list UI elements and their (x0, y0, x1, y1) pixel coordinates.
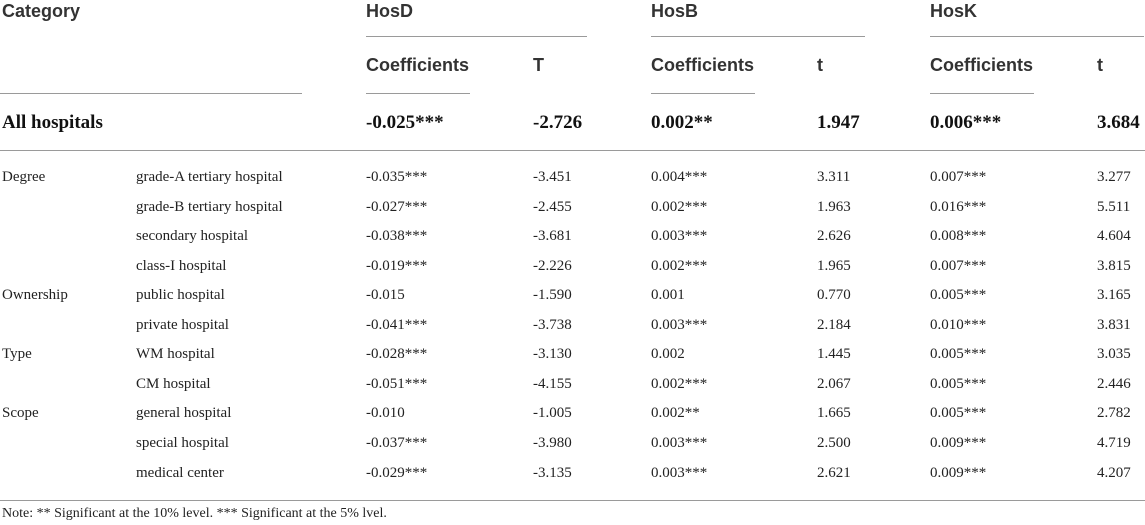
row-value-cell: 3.815 (1097, 258, 1131, 274)
row-value-cell: 2.500 (817, 435, 851, 451)
row-value-cell: 2.782 (1097, 405, 1131, 421)
group-rule-hosk (930, 36, 1144, 37)
all-hospitals-rule (0, 150, 1145, 151)
row-group-label: Type (2, 346, 32, 362)
row-value-cell: -3.451 (533, 169, 572, 185)
row-value-cell: 0.007*** (930, 169, 987, 185)
row-label: CM hospital (136, 376, 211, 392)
header-group-hosd: HosD (366, 1, 414, 21)
row-value-cell: 2.626 (817, 228, 851, 244)
row-value-cell: 0.004*** (651, 169, 708, 185)
row-value-cell: -0.038*** (366, 228, 428, 244)
row-value-cell: 0.005*** (930, 376, 987, 392)
row-value-cell: 0.002*** (651, 199, 708, 215)
header-rule-hosb-coef (651, 93, 755, 94)
row-label: private hospital (136, 317, 229, 333)
header-rule-hosd-coef (366, 93, 470, 94)
row-group-label: Ownership (2, 287, 68, 303)
row-value-cell: -3.738 (533, 317, 572, 333)
row-value-cell: 0.005*** (930, 405, 987, 421)
row-value-cell: 0.002*** (651, 376, 708, 392)
row-label: WM hospital (136, 346, 215, 362)
row-value-cell: -4.155 (533, 376, 572, 392)
row-value-cell: 0.009*** (930, 435, 987, 451)
row-label: secondary hospital (136, 228, 249, 244)
row-value-cell: 4.604 (1097, 228, 1131, 244)
row-value-cell: 3.831 (1097, 317, 1131, 333)
row-value-cell: 0.770 (817, 287, 851, 303)
row-label: special hospital (136, 435, 229, 451)
row-value-cell: 2.067 (817, 376, 851, 392)
row-label: grade-A tertiary hospital (136, 169, 283, 185)
subheader-hosk-coefficients: Coefficients (930, 55, 1034, 75)
row-value-cell: -0.041*** (366, 317, 428, 333)
row-label: public hospital (136, 287, 225, 303)
row-label: medical center (136, 465, 224, 481)
row-value-cell: 0.008*** (930, 228, 987, 244)
row-value-cell: -0.015 (366, 287, 405, 303)
row-value-cell: 2.621 (817, 465, 851, 481)
all-hospitals-hosd-t: -2.726 (533, 112, 583, 133)
row-value-cell: 0.005*** (930, 287, 987, 303)
row-value-cell: 2.184 (817, 317, 851, 333)
row-value-cell: 3.311 (817, 169, 851, 185)
row-value-cell: 2.446 (1097, 376, 1131, 392)
header-group-hosk: HosK (930, 1, 978, 21)
row-value-cell: -2.455 (533, 199, 572, 215)
subheader-hosd-t: T (533, 55, 544, 75)
row-value-cell: 1.965 (817, 258, 851, 274)
row-value-cell: -3.130 (533, 346, 572, 362)
row-value-cell: -0.010 (366, 405, 405, 421)
row-value-cell: -0.027*** (366, 199, 428, 215)
all-hospitals-hosd-coef: -0.025*** (366, 112, 444, 133)
row-group-label: Scope (2, 405, 39, 421)
row-value-cell: 0.003*** (651, 435, 708, 451)
row-value-cell: 0.007*** (930, 258, 987, 274)
row-value-cell: 0.009*** (930, 465, 987, 481)
row-value-cell: -3.980 (533, 435, 572, 451)
subheader-hosd-coefficients: Coefficients (366, 55, 470, 75)
subheader-hosb-coefficients: Coefficients (651, 55, 755, 75)
row-label: class-I hospital (136, 258, 227, 274)
row-value-cell: 0.005*** (930, 346, 987, 362)
table-note: Note: ** Significant at the 10% level. *** Significant at the 5% lvel. (2, 506, 387, 521)
row-value-cell: 1.665 (817, 405, 851, 421)
group-rule-hosb (651, 36, 865, 37)
row-value-cell: 1.445 (817, 346, 851, 362)
row-value-cell: 0.001 (651, 287, 685, 303)
all-hospitals-hosb-coef: 0.002** (651, 112, 713, 133)
row-value-cell: 0.002*** (651, 258, 708, 274)
row-value-cell: -0.029*** (366, 465, 428, 481)
row-value-cell: 3.035 (1097, 346, 1131, 362)
header-category: Category (2, 1, 81, 21)
row-value-cell: -0.028*** (366, 346, 428, 362)
row-value-cell: 0.002** (651, 405, 700, 421)
row-value-cell: 1.963 (817, 199, 851, 215)
row-value-cell: 0.010*** (930, 317, 987, 333)
row-value-cell: -3.681 (533, 228, 572, 244)
row-value-cell: -0.037*** (366, 435, 428, 451)
row-group-label: Degree (2, 169, 46, 185)
row-value-cell: -3.135 (533, 465, 572, 481)
all-hospitals-label: All hospitals (2, 112, 103, 133)
row-label: general hospital (136, 405, 232, 421)
group-rule-hosd (366, 36, 587, 37)
all-hospitals-hosk-t: 3.684 (1097, 112, 1140, 133)
all-hospitals-hosk-coef: 0.006*** (930, 112, 1002, 133)
row-value-cell: 0.003*** (651, 465, 708, 481)
header-group-hosb: HosB (651, 1, 699, 21)
header-rule-category (0, 93, 302, 94)
row-value-cell: -0.035*** (366, 169, 428, 185)
row-value-cell: -0.051*** (366, 376, 428, 392)
row-value-cell: 0.003*** (651, 317, 708, 333)
row-value-cell: -2.226 (533, 258, 572, 274)
row-value-cell: 4.207 (1097, 465, 1131, 481)
table-bottom-rule (0, 500, 1145, 501)
row-label: grade-B tertiary hospital (136, 199, 283, 215)
row-value-cell: -0.019*** (366, 258, 428, 274)
row-value-cell: 5.511 (1097, 199, 1131, 215)
header-rule-hosk-coef (930, 93, 1034, 94)
row-value-cell: 3.165 (1097, 287, 1131, 303)
row-value-cell: 0.016*** (930, 199, 987, 215)
row-value-cell: -1.590 (533, 287, 572, 303)
row-value-cell: 0.003*** (651, 228, 708, 244)
row-value-cell: 3.277 (1097, 169, 1131, 185)
subheader-hosk-t: t (1097, 55, 1103, 75)
row-value-cell: -1.005 (533, 405, 572, 421)
row-value-cell: 0.002 (651, 346, 685, 362)
row-value-cell: 4.719 (1097, 435, 1131, 451)
subheader-hosb-t: t (817, 55, 823, 75)
all-hospitals-hosb-t: 1.947 (817, 112, 860, 133)
